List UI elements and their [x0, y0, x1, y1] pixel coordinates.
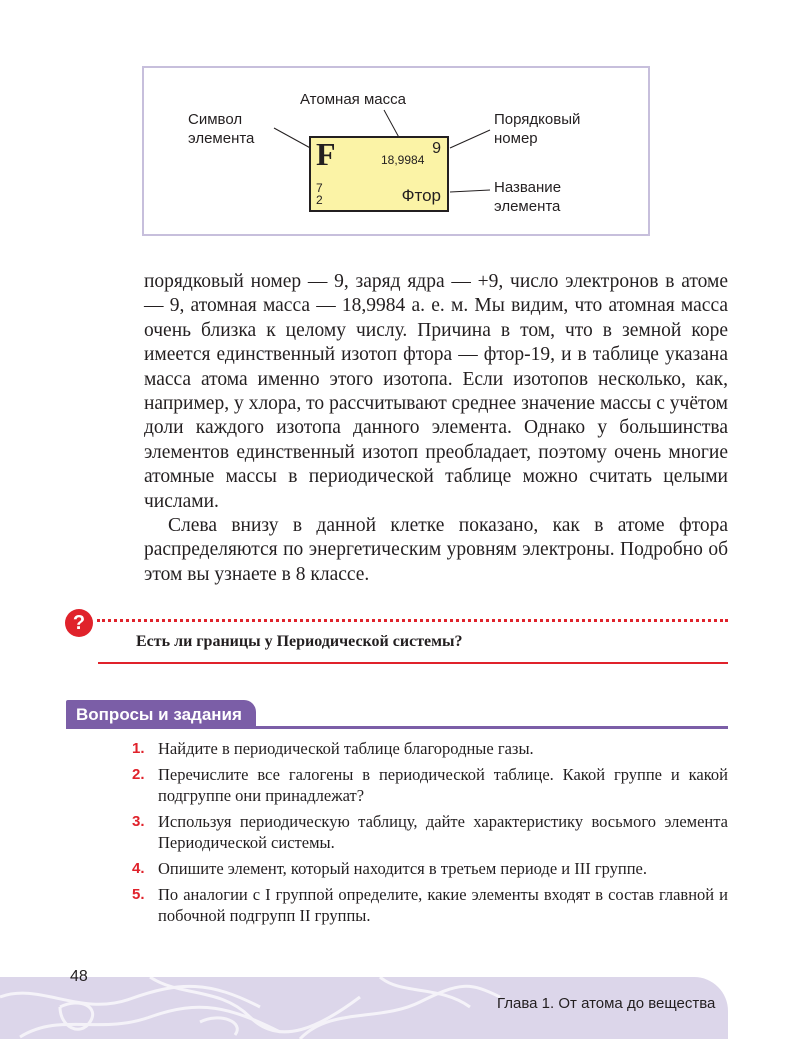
paragraph-1: порядковый номер — 9, заряд ядра — +9, число электронов в атоме — 9, атомная масса — 18,9984 а. е. м. Мы видим, что атомная масса очень близка к целому числу. Причина в том, что в земной коре имеется единственный изотоп фтора — фтор-19, и в таблице указана масса атома именно этого изотопа. Если изотопов несколько, как, например, у хлора, то рассчитывают среднее значение массы с учётом доли каждого изотопа данного элемента. Однако у большинства элементов единственный изотоп преобладает, поэтому очень многие атомные массы в периодической таблице можно считать целыми числами. — [144, 271, 728, 512]
atomic-mass-value: 18,9984 — [381, 153, 425, 167]
page-number: 48 — [70, 968, 88, 985]
question-text: Есть ли границы у Периодической системы? — [136, 633, 463, 650]
tasks-header: Вопросы и задания — [66, 700, 256, 728]
task-text: По аналогии с I группой определите, какие элементы входят в состав главной и побочной подгрупп II группы. — [158, 885, 728, 925]
atomic-mass-label: Атомная масса — [300, 91, 406, 108]
number-label: Порядковый номер — [494, 111, 581, 147]
electron-shell-outer: 7 — [316, 181, 323, 195]
question-rule — [98, 662, 728, 664]
tasks-list — [132, 738, 728, 931]
chapter-title: Глава 1. От атома до вещества — [497, 995, 716, 1012]
name-label: Название элемента — [494, 179, 562, 215]
list-item — [132, 738, 728, 759]
atomic-number-value: 9 — [432, 140, 441, 157]
task-text: Опишите элемент, который находится в третьем периоде и III группе. — [158, 859, 647, 878]
fluorine-cell — [309, 136, 449, 212]
task-number: 3. — [132, 813, 145, 830]
question-icon: ? — [65, 609, 93, 637]
list-item — [132, 858, 728, 879]
task-number: 2. — [132, 766, 145, 783]
task-number: 4. — [132, 860, 145, 877]
element-cell-figure — [142, 66, 650, 236]
list-item — [132, 884, 728, 926]
task-number: 1. — [132, 740, 145, 757]
task-text: Используя периодическую таблицу, дайте характеристику восьмого элемента Периодической системы. — [158, 812, 728, 852]
paragraph-2: Слева внизу в данной клетке показано, как в атоме фтора распределяются по энергетическим уровням электроны. Подробно об этом вы узнаете в 8 классе. — [144, 515, 728, 585]
tasks-rule — [66, 726, 728, 729]
element-symbol: F — [316, 136, 336, 172]
task-number: 5. — [132, 886, 145, 903]
question-dotted-rule — [97, 619, 728, 622]
task-text: Найдите в периодической таблице благородные газы. — [158, 739, 534, 758]
task-text: Перечислите все галогены в периодической таблице. Какой группе и какой подгруппе они принадлежат? — [158, 765, 728, 805]
list-item — [132, 811, 728, 853]
element-name: Фтор — [401, 186, 441, 205]
list-item — [132, 764, 728, 806]
electron-shell-inner: 2 — [316, 193, 323, 207]
body-text — [144, 270, 728, 587]
symbol-label: Символ элемента — [188, 111, 255, 147]
